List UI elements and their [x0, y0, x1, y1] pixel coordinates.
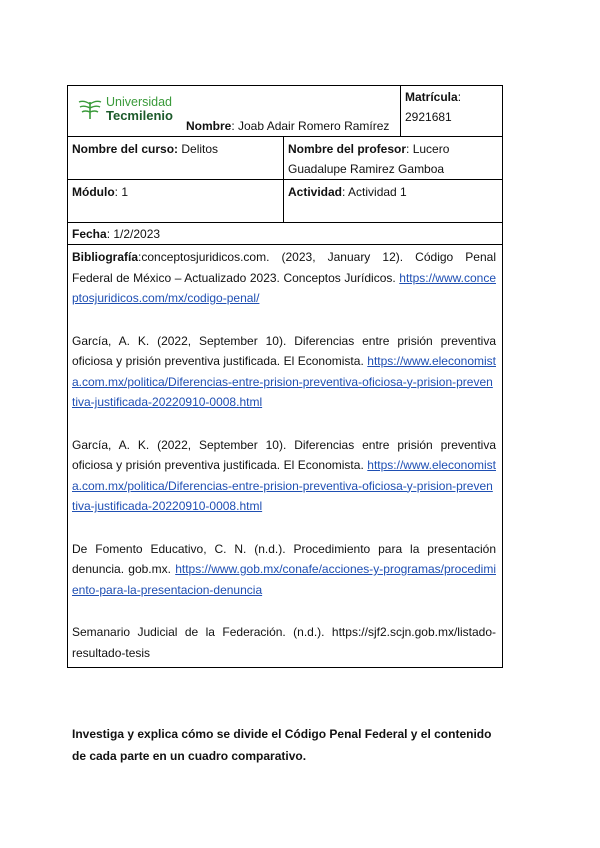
date-value: : 1/2/2023 — [106, 227, 161, 241]
matricula-label: Matrícula — [405, 90, 458, 104]
bibliography-entry-text: García, A. K. (2022, September 10). Diferencias entre prisión preventiva oficiosa y prisión preventiva justificada. El Economista. — [72, 437, 496, 472]
university-logo — [78, 96, 173, 122]
module-cell — [68, 180, 283, 222]
module-value: : 1 — [114, 185, 128, 199]
bibliography-link[interactable]: https://www.conceptosjuridicos.com/mx/codigo-penal/ — [72, 270, 496, 305]
matricula-cell — [400, 86, 500, 136]
date-row — [68, 223, 502, 245]
module-row — [68, 180, 502, 223]
name-label: Nombre — [186, 119, 232, 133]
tecmilenio-leaf-icon — [78, 98, 102, 120]
matricula-value: 2921681 — [405, 110, 452, 124]
professor-value-line1: : Lucero — [406, 142, 450, 156]
activity-label: Actividad — [288, 185, 343, 199]
bibliography-entry-text: García, A. K. (2022, September 10). Diferencias entre prisión preventiva oficiosa y prisión preventiva justificada. El Economista. — [72, 333, 496, 368]
professor-cell — [283, 137, 500, 179]
professor-label: Nombre del profesor — [288, 142, 407, 156]
activity-form-table — [67, 85, 503, 668]
logo-wordmark — [106, 96, 173, 122]
bibliography-cell — [68, 245, 500, 667]
bibliography-entry — [72, 539, 496, 601]
bibliography-link[interactable]: https://www.eleconomista.com.mx/politica/Diferencias-entre-prision-preventiva-oficiosa-y-prision-preventiva-justificada-20220910-0008.html — [72, 458, 496, 513]
bibliography-link[interactable]: https://www.eleconomista.com.mx/politica/Diferencias-entre-prision-preventiva-oficiosa-y-prision-preventiva-justificada-20220910-0008.html — [72, 354, 496, 409]
assignment-instruction: Investiga y explica cómo se divide el Código Penal Federal y el contenido de cada parte en un cuadro comparativo. — [72, 727, 492, 763]
logo-bottom-text: Tecmilenio — [106, 108, 173, 123]
activity-value: : Actividad 1 — [342, 185, 407, 199]
bibliography-label: Bibliografía — [72, 250, 139, 264]
bibliography-entry-text: De Fomento Educativo, C. N. (n.d.). Procedimiento para la presentación denuncia. gob.mx. — [72, 541, 496, 576]
activity-cell — [283, 180, 500, 222]
bibliography-row — [68, 245, 502, 667]
header-left-cell — [68, 86, 400, 136]
course-row — [68, 137, 502, 180]
professor-value-line2: Guadalupe Ramirez Gamboa — [288, 162, 445, 176]
bibliography-entry-text: Semanario Judicial de la Federación. (n.d.). https://sjf2.scjn.gob.mx/listado-resultado-tesis — [72, 625, 496, 660]
bibliography-entry — [72, 247, 496, 309]
bibliography-entry — [72, 622, 496, 663]
bibliography-link[interactable]: https://www.gob.mx/conafe/acciones-y-programas/procedimiento-para-la-presentacion-denuncia — [72, 562, 496, 597]
matricula-colon: : — [457, 90, 462, 104]
date-label: Fecha — [72, 227, 107, 241]
student-name — [186, 119, 389, 133]
module-label: Módulo — [72, 185, 115, 199]
logo-top-text: Universidad — [106, 95, 173, 109]
course-label: Nombre del curso: — [72, 142, 179, 156]
bibliography-entry — [72, 331, 496, 413]
name-value: : Joab Adair Romero Ramírez — [231, 119, 390, 133]
course-value: Delitos — [178, 142, 219, 156]
course-cell — [68, 137, 283, 179]
header-row — [68, 86, 502, 137]
bibliography-entry — [72, 435, 496, 517]
date-cell — [68, 223, 500, 244]
bibliography-entry-text: :conceptosjuridicos.com. (2023, January 12). Código Penal Federal de México – Actualizado 2023. Conceptos Jurídicos. — [72, 250, 496, 285]
